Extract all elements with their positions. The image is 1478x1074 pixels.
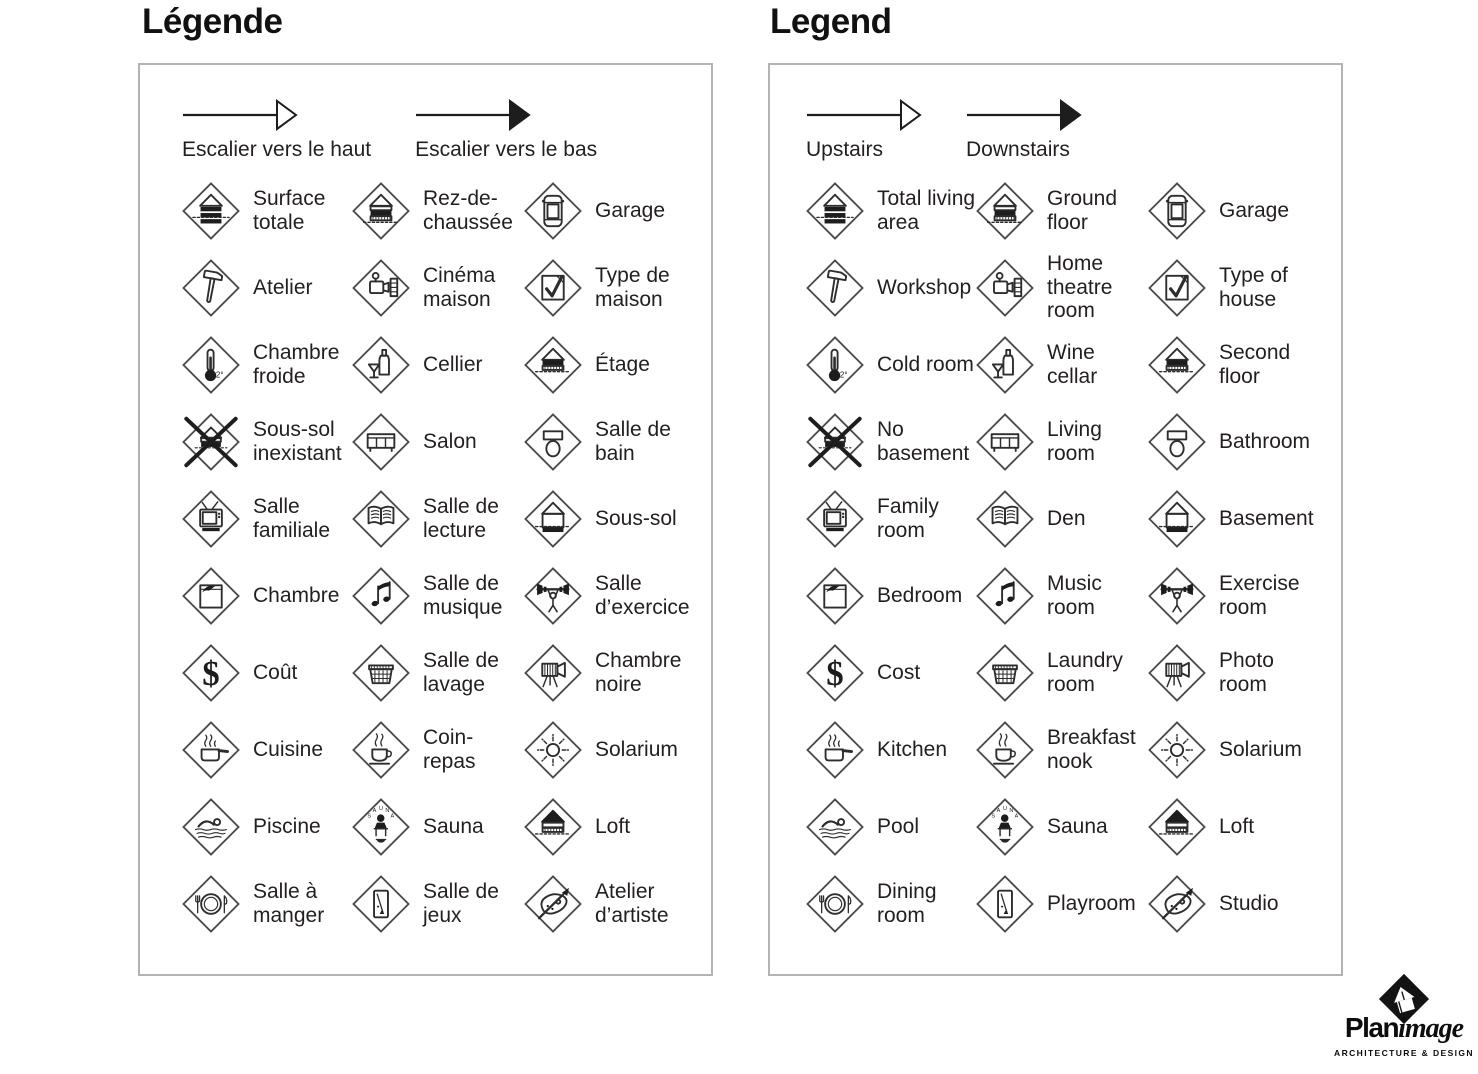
svg-text:A: A xyxy=(1014,812,1019,819)
legend-item-pool-table xyxy=(352,865,524,942)
house-second-icon xyxy=(524,336,582,394)
legend-item-pool-table xyxy=(976,865,1148,942)
stairs-up-arrow xyxy=(182,99,371,161)
svg-text:S: S xyxy=(991,812,996,819)
house-second-icon xyxy=(1148,336,1206,394)
legend-item-house-ground xyxy=(352,172,524,249)
svg-text:S: S xyxy=(367,812,372,819)
laundry-basket-icon xyxy=(352,644,410,702)
legend-item-label: Music room xyxy=(1047,572,1102,619)
legend-item-label: Den xyxy=(1047,506,1086,530)
legend-items-grid xyxy=(140,172,711,942)
legend-item-house-total xyxy=(182,172,352,249)
legend-item-label: Type de maison xyxy=(595,264,670,311)
legend-item-cooking-pot xyxy=(806,711,976,788)
legend-item-label: Bedroom xyxy=(877,583,963,607)
legend-item-label: Breakfast nook xyxy=(1047,726,1136,773)
legend-item-cooking-pot xyxy=(182,711,352,788)
legend-item-label: Rez-de-chaussée xyxy=(423,187,513,234)
hammer-icon xyxy=(806,259,864,317)
legend-item-label: Chambre froide xyxy=(253,341,340,388)
legend-item-tv xyxy=(806,480,976,557)
legend-item-artist-palette xyxy=(1148,865,1341,942)
legend-item-house-loft xyxy=(1148,788,1341,865)
weightlifter-icon xyxy=(524,567,582,625)
artist-palette-icon xyxy=(1148,875,1206,933)
page-title-legende: Légende xyxy=(142,2,283,41)
legend-item-label: Sauna xyxy=(1047,814,1108,838)
legend-item-toilet xyxy=(1148,403,1341,480)
stairs-down-arrow xyxy=(966,99,1082,161)
legend-item-label: Living room xyxy=(1047,418,1102,465)
legend-item-sofa xyxy=(352,403,524,480)
legend-item-weightlifter xyxy=(1148,557,1341,634)
legend-item-label: Second floor xyxy=(1219,341,1291,388)
legend-item-label: Étage xyxy=(595,352,650,376)
svg-text:A: A xyxy=(996,807,1001,814)
legend-item-label: Atelier d’artiste xyxy=(595,880,669,927)
house-basement-icon xyxy=(524,490,582,548)
swimmer-icon xyxy=(182,798,240,856)
sun-icon xyxy=(1148,721,1206,779)
sauna-person-icon xyxy=(352,798,410,856)
legend-item-dinner-plate xyxy=(806,865,976,942)
legend-item-house-check xyxy=(524,249,711,326)
stairs-down-arrow xyxy=(415,99,597,161)
legend-item-label: Surface totale xyxy=(253,187,326,234)
stairs-up-arrow xyxy=(806,99,922,161)
dollar-icon xyxy=(182,644,240,702)
legend-item-coffee-cup xyxy=(976,711,1148,788)
legend-item-dinner-plate xyxy=(182,865,352,942)
sofa-icon xyxy=(352,413,410,471)
svg-text:N: N xyxy=(1009,807,1014,814)
music-notes-icon xyxy=(352,567,410,625)
legend-item-sun xyxy=(1148,711,1341,788)
legend-item-label: Pool xyxy=(877,814,920,838)
legend-item-thermometer xyxy=(806,326,976,403)
svg-text:2°: 2° xyxy=(839,369,848,379)
svg-text:$: $ xyxy=(202,653,220,693)
legend-item-label: Salle de musique xyxy=(423,572,503,619)
legend-item-house-ground xyxy=(976,172,1148,249)
wine-icon xyxy=(976,336,1034,394)
legend-item-label: Sous-sol xyxy=(595,506,677,530)
legend-item-label: Salle de bain xyxy=(595,418,671,465)
weightlifter-icon xyxy=(1148,567,1206,625)
legend-item-label: Chambre xyxy=(253,583,340,607)
legend-item-label: Exercise room xyxy=(1219,572,1300,619)
cooking-pot-icon xyxy=(806,721,864,779)
legend-item-label: Studio xyxy=(1219,891,1279,915)
camera-icon xyxy=(1148,644,1206,702)
house-ground-icon xyxy=(976,182,1034,240)
legend-item-label: Garage xyxy=(595,198,666,222)
legend-item-label: Salle d’exercice xyxy=(595,572,690,619)
legend-item-label: Solarium xyxy=(595,737,678,761)
legend-item-artist-palette xyxy=(524,865,711,942)
legend-item-sauna-person xyxy=(352,788,524,865)
house-check-icon xyxy=(524,259,582,317)
stairs-arrow-label: Downstairs xyxy=(966,138,1070,161)
legend-item-book xyxy=(976,480,1148,557)
legend-item-label: Cuisine xyxy=(253,737,324,761)
legend-item-laundry-basket xyxy=(976,634,1148,711)
toilet-icon xyxy=(1148,413,1206,471)
legend-item-label: Basement xyxy=(1219,506,1314,530)
dinner-plate-icon xyxy=(806,875,864,933)
legend-item-label: Cinéma maison xyxy=(423,264,496,311)
house-ground-icon xyxy=(352,182,410,240)
stairs-down-arrow xyxy=(415,99,531,131)
legend-item-label: Kitchen xyxy=(877,737,948,761)
book-icon xyxy=(352,490,410,548)
legend-item-swimmer xyxy=(806,788,976,865)
legend-item-label: Chambre noire xyxy=(595,649,682,696)
sauna-person-icon xyxy=(976,798,1034,856)
legend-item-label: Cost xyxy=(877,660,921,684)
legend-item-label: Salle à manger xyxy=(253,880,325,927)
svg-text:N: N xyxy=(385,807,390,814)
legend-item-label: Photo room xyxy=(1219,649,1274,696)
planimage-logo xyxy=(1330,972,1478,1058)
legend-item-label: Bathroom xyxy=(1219,429,1311,453)
legend-item-label: Cold room xyxy=(877,352,974,376)
thermometer-icon xyxy=(806,336,864,394)
house-check-icon xyxy=(1148,259,1206,317)
pool-table-icon xyxy=(976,875,1034,933)
legend-item-hammer xyxy=(182,249,352,326)
stairs-arrow-label: Escalier vers le bas xyxy=(415,138,598,161)
legend-item-wine xyxy=(976,326,1148,403)
garage-car-icon xyxy=(524,182,582,240)
logo-plan-text: Plan xyxy=(1344,1012,1399,1043)
legend-item-label: Loft xyxy=(1219,814,1255,838)
sun-icon xyxy=(524,721,582,779)
svg-text:U: U xyxy=(1002,805,1007,812)
legend-items-grid xyxy=(770,172,1341,942)
legend-item-camera xyxy=(524,634,711,711)
legend-item-label: Atelier xyxy=(253,275,313,299)
legend-item-label: Salon xyxy=(423,429,477,453)
svg-text:A: A xyxy=(390,812,395,819)
projector-icon xyxy=(976,259,1034,317)
bed-icon xyxy=(182,567,240,625)
thermometer-icon xyxy=(182,336,240,394)
stairs-down-arrow xyxy=(966,99,1082,131)
legend-item-coffee-cup xyxy=(352,711,524,788)
legend-item-label: Workshop xyxy=(877,275,972,299)
house-basement-icon xyxy=(1148,490,1206,548)
legend-item-garage-car xyxy=(524,172,711,249)
wine-icon xyxy=(352,336,410,394)
coffee-cup-icon xyxy=(352,721,410,779)
legend-item-label: Garage xyxy=(1219,198,1290,222)
legend-item-label: Type of house xyxy=(1219,264,1288,311)
house-total-icon xyxy=(806,182,864,240)
dollar-icon xyxy=(806,644,864,702)
legend-item-wine xyxy=(352,326,524,403)
legend-item-swimmer xyxy=(182,788,352,865)
toilet-icon xyxy=(524,413,582,471)
house-loft-icon xyxy=(524,798,582,856)
house-total-icon xyxy=(182,182,240,240)
legend-panel-english xyxy=(768,63,1343,976)
legend-item-tv xyxy=(182,480,352,557)
legend-item-bed xyxy=(182,557,352,634)
legend-item-bed xyxy=(806,557,976,634)
legend-item-label: Coût xyxy=(253,660,298,684)
legend-item-projector xyxy=(976,249,1148,326)
legend-item-dollar xyxy=(806,634,976,711)
coffee-cup-icon xyxy=(976,721,1034,779)
legend-item-house-check xyxy=(1148,249,1341,326)
legend-item-house-basement xyxy=(524,480,711,557)
legend-item-label: Home theatre room xyxy=(1047,252,1113,323)
cooking-pot-icon xyxy=(182,721,240,779)
garage-car-icon xyxy=(1148,182,1206,240)
svg-text:U: U xyxy=(378,805,383,812)
svg-text:$: $ xyxy=(826,653,844,693)
legend-item-label: Piscine xyxy=(253,814,321,838)
legend-item-music-notes xyxy=(352,557,524,634)
stairs-arrow-label: Upstairs xyxy=(806,138,884,161)
bed-icon xyxy=(806,567,864,625)
hammer-icon xyxy=(182,259,240,317)
legend-item-toilet xyxy=(524,403,711,480)
legend-item-camera xyxy=(1148,634,1341,711)
legend-item-label: Solarium xyxy=(1219,737,1302,761)
legend-item-label: Salle de lecture xyxy=(423,495,499,542)
artist-palette-icon xyxy=(524,875,582,933)
stairs-up-arrow xyxy=(182,99,298,131)
page-title-legend: Legend xyxy=(770,2,892,41)
stairs-arrow-label: Escalier vers le haut xyxy=(182,138,372,161)
legend-item-laundry-basket xyxy=(352,634,524,711)
legend-item-weightlifter xyxy=(524,557,711,634)
legend-item-label: Salle de jeux xyxy=(423,880,499,927)
stairs-up-arrow xyxy=(806,99,922,131)
legend-item-projector xyxy=(352,249,524,326)
logo-tagline: ARCHITECTURE & DESIGN xyxy=(1334,1048,1474,1058)
legend-item-label: Salle de lavage xyxy=(423,649,499,696)
legend-item-label: Family room xyxy=(877,495,939,542)
legend-item-book xyxy=(352,480,524,557)
legend-item-hammer xyxy=(806,249,976,326)
legend-item-house-loft xyxy=(524,788,711,865)
legend-item-thermometer xyxy=(182,326,352,403)
legend-item-sun xyxy=(524,711,711,788)
legend-item-music-notes xyxy=(976,557,1148,634)
tv-icon xyxy=(806,490,864,548)
legend-item-dollar xyxy=(182,634,352,711)
legend-item-label: Wine cellar xyxy=(1047,341,1098,388)
legend-item-house-crossed xyxy=(182,403,352,480)
stairs-arrows-row xyxy=(770,65,1341,161)
legend-item-label: Playroom xyxy=(1047,891,1136,915)
projector-icon xyxy=(352,259,410,317)
stairs-arrows-row xyxy=(140,65,711,161)
legend-panel-french xyxy=(138,63,713,976)
logo-image-text: image xyxy=(1398,1013,1464,1044)
music-notes-icon xyxy=(976,567,1034,625)
legend-item-label: Laundry room xyxy=(1047,649,1123,696)
legend-item-label: Sous-sol inexistant xyxy=(253,418,342,465)
book-icon xyxy=(976,490,1034,548)
svg-text:2°: 2° xyxy=(215,369,224,379)
legend-item-garage-car xyxy=(1148,172,1341,249)
legend-item-house-second xyxy=(524,326,711,403)
legend-item-label: Sauna xyxy=(423,814,484,838)
dinner-plate-icon xyxy=(182,875,240,933)
laundry-basket-icon xyxy=(976,644,1034,702)
legend-item-label: Cellier xyxy=(423,352,483,376)
sofa-icon xyxy=(976,413,1034,471)
legend-item-label: Total living area xyxy=(877,187,976,234)
svg-text:A: A xyxy=(372,807,377,814)
planimage-wordmark xyxy=(1330,1014,1478,1047)
house-crossed-icon xyxy=(182,413,240,471)
legend-item-label: No basement xyxy=(877,418,970,465)
legend-item-sofa xyxy=(976,403,1148,480)
swimmer-icon xyxy=(806,798,864,856)
legend-item-label: Loft xyxy=(595,814,631,838)
house-crossed-icon xyxy=(806,413,864,471)
pool-table-icon xyxy=(352,875,410,933)
legend-item-house-crossed xyxy=(806,403,976,480)
legend-item-house-total xyxy=(806,172,976,249)
legend-item-house-basement xyxy=(1148,480,1341,557)
legend-item-label: Salle familiale xyxy=(253,495,331,542)
camera-icon xyxy=(524,644,582,702)
legend-item-label: Ground floor xyxy=(1047,187,1118,234)
legend-item-label: Coin-repas xyxy=(423,726,476,773)
legend-item-sauna-person xyxy=(976,788,1148,865)
house-loft-icon xyxy=(1148,798,1206,856)
legend-item-house-second xyxy=(1148,326,1341,403)
legend-item-label: Dining room xyxy=(877,880,937,927)
tv-icon xyxy=(182,490,240,548)
